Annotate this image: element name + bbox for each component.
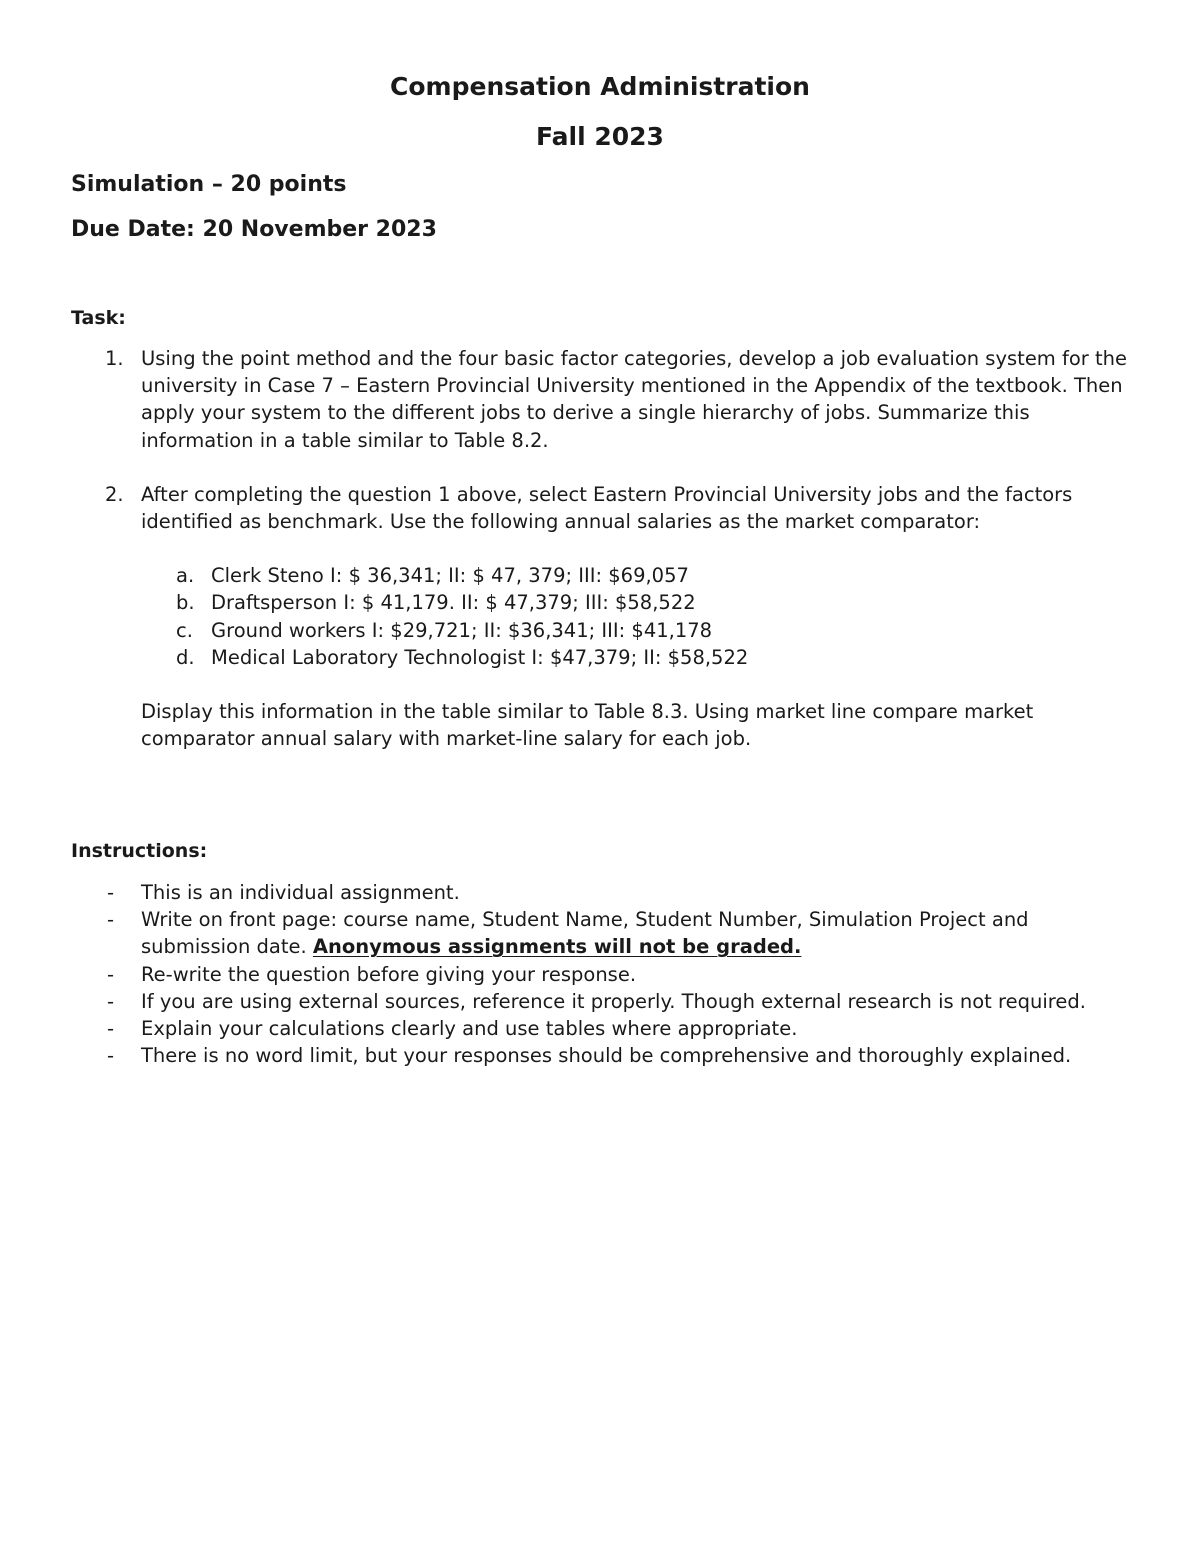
salary-list bbox=[141, 562, 1140, 671]
task-label: Task: bbox=[71, 307, 126, 329]
task-item bbox=[0, 345, 1200, 454]
instruction-text: Explain your calculations clearly and use tables where appropriate. bbox=[141, 1017, 798, 1041]
salary-item-letter: a. bbox=[176, 564, 195, 588]
salary-item bbox=[141, 562, 1140, 589]
course-title: Compensation Administration bbox=[390, 72, 810, 101]
instructions-label: Instructions: bbox=[71, 840, 208, 862]
instruction-dash: - bbox=[107, 989, 115, 1013]
instruction-item bbox=[0, 961, 1200, 988]
salary-item-letter: c. bbox=[176, 618, 193, 642]
due-date-heading: Due Date: 20 November 2023 bbox=[71, 217, 437, 242]
assignment-heading: Simulation – 20 points bbox=[71, 172, 347, 197]
instruction-text: Re-write the question before giving your response. bbox=[141, 962, 637, 986]
instruction-dash: - bbox=[107, 1017, 115, 1041]
salary-item bbox=[141, 644, 1140, 671]
instruction-text: There is no word limit, but your responses should be comprehensive and thoroughly explained. bbox=[141, 1044, 1072, 1068]
instruction-dash: - bbox=[107, 962, 115, 986]
salary-item bbox=[141, 617, 1140, 644]
instruction-text: If you are using external sources, reference it properly. Though external research is not required. bbox=[141, 989, 1086, 1013]
instruction-dash: - bbox=[107, 881, 115, 904]
salary-item-letter: b. bbox=[176, 591, 195, 615]
instruction-dash: - bbox=[107, 1044, 115, 1068]
task-number: 1. bbox=[105, 347, 124, 370]
instruction-item bbox=[0, 879, 1200, 906]
instruction-text: Write on front page: course name, Student Name, Student Number, Simulation Project and submission date. bbox=[141, 908, 1029, 959]
task-number: 2. bbox=[105, 482, 124, 506]
anonymous-warning: Anonymous assignments will not be graded. bbox=[312, 935, 802, 959]
instruction-dash: - bbox=[107, 908, 115, 932]
salary-item-letter: d. bbox=[176, 645, 195, 669]
task-item bbox=[0, 481, 1200, 753]
task-list bbox=[0, 345, 1200, 752]
instruction-item bbox=[0, 1015, 1200, 1042]
instruction-item bbox=[0, 988, 1200, 1015]
task-text: After completing the question 1 above, select Eastern Provincial University jobs and the factors identified as benchmark. Use the following annual salaries as the market comparator: bbox=[141, 482, 1073, 534]
instruction-text: This is an individual assignment. bbox=[141, 881, 460, 904]
instruction-item bbox=[0, 1042, 1200, 1069]
salary-item bbox=[141, 589, 1140, 616]
term-title: Fall 2023 bbox=[536, 122, 664, 151]
salary-item-text: Draftsperson I: $ 41,179. II: $ 47,379; III: $58,522 bbox=[211, 591, 696, 615]
instruction-item bbox=[0, 906, 1200, 960]
task-note: Display this information in the table similar to Table 8.3. Using market line compare market comparator annual salary with market-line salary for each job. bbox=[141, 700, 1034, 751]
task-text: Using the point method and the four basic factor categories, develop a job evaluation system for the university in Case 7 – Eastern Provincial University mentioned in the Appendix of the textbook. Then apply your system to the different jobs to derive a single hierarchy of jobs. Summarize this information in a table similar to Table 8.2. bbox=[141, 347, 1128, 452]
instructions-list bbox=[0, 879, 1200, 1069]
salary-item-text: Medical Laboratory Technologist I: $47,379; II: $58,522 bbox=[211, 645, 749, 669]
salary-item-text: Ground workers I: $29,721; II: $36,341; III: $41,178 bbox=[211, 618, 713, 642]
salary-item-text: Clerk Steno I: $ 36,341; II: $ 47, 379; III: $69,057 bbox=[211, 564, 689, 588]
